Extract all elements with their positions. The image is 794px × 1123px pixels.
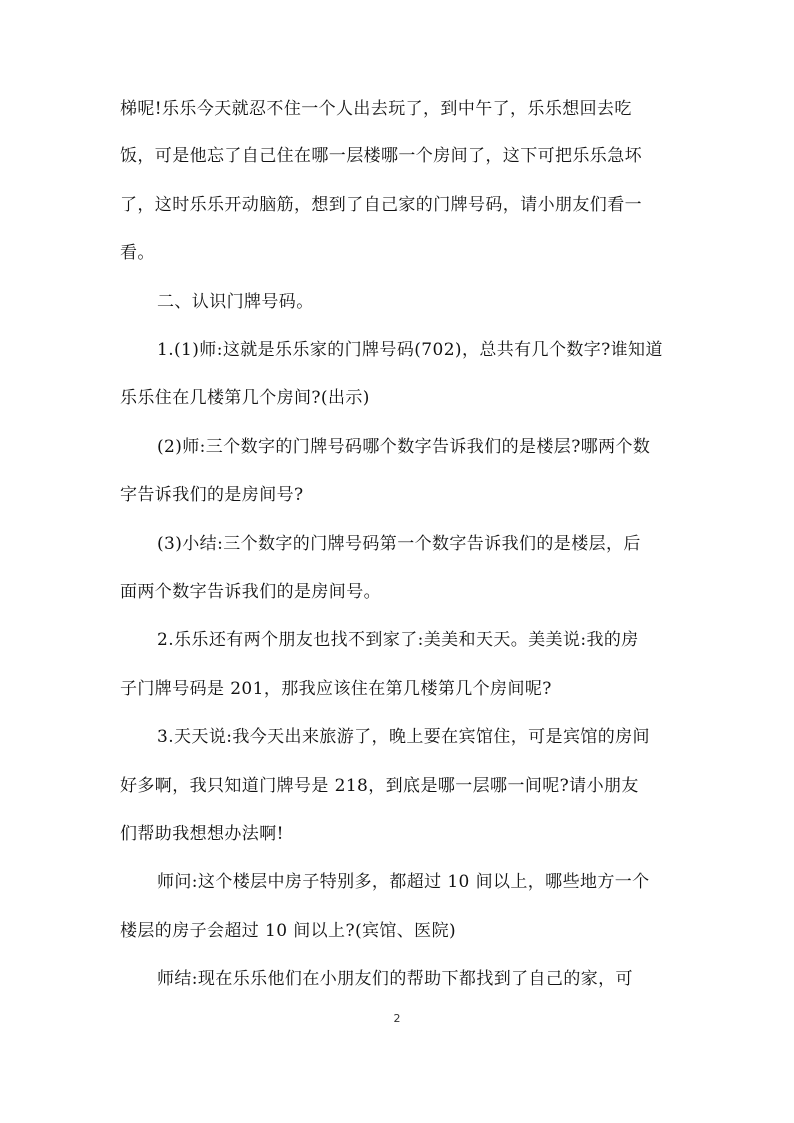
text-line: 2.乐乐还有两个朋友也找不到家了:美美和天天。美美说:我的房 <box>157 630 639 650</box>
text-line: 面两个数字告诉我们的是房间号。 <box>120 582 381 602</box>
text-line: 梯呢!乐乐今天就忍不住一个人出去玩了，到中午了，乐乐想回去吃 <box>120 99 632 119</box>
text-line: 3.天天说:我今天出来旅游了，晚上要在宾馆住，可是宾馆的房间 <box>157 727 650 747</box>
text-line: 饭，可是他忘了自己住在哪一层楼哪一个房间了，这下可把乐乐急坏 <box>120 146 642 166</box>
text-line: 师问:这个楼层中房子特别多，都超过 10 间以上，哪些地方一个 <box>157 872 650 892</box>
text-line: (2)师:三个数字的门牌号码哪个数字告诉我们的是楼层?哪两个数 <box>157 437 651 457</box>
text-line: 乐乐住在几楼第几个房间?(出示) <box>120 388 370 408</box>
text-line: 字告诉我们的是房间号? <box>120 485 304 505</box>
text-line: 好多啊，我只知道门牌号是 218，到底是哪一层哪一间呢?请小朋友 <box>120 776 639 796</box>
text-line: 看。 <box>120 243 155 263</box>
text-line: 了，这时乐乐开动脑筋，想到了自己家的门牌号码，请小朋友们看一 <box>120 195 642 215</box>
text-line: 1.(1)师:这就是乐乐家的门牌号码(702)，总共有几个数字?谁知道 <box>157 340 663 360</box>
section-heading: 二、认识门牌号码。 <box>157 292 314 312</box>
text-line: (3)小结:三个数字的门牌号码第一个数字告诉我们的是楼层，后 <box>157 534 641 554</box>
page-number: 2 <box>393 1012 401 1025</box>
text-line: 师结:现在乐乐他们在小朋友们的帮助下都找到了自己的家，可 <box>157 969 633 989</box>
text-line: 们帮助我想想办法啊! <box>120 824 284 844</box>
text-line: 楼层的房子会超过 10 间以上?(宾馆、医院) <box>120 921 457 941</box>
text-line: 子门牌号码是 201，那我应该住在第几楼第几个房间呢? <box>120 679 552 699</box>
